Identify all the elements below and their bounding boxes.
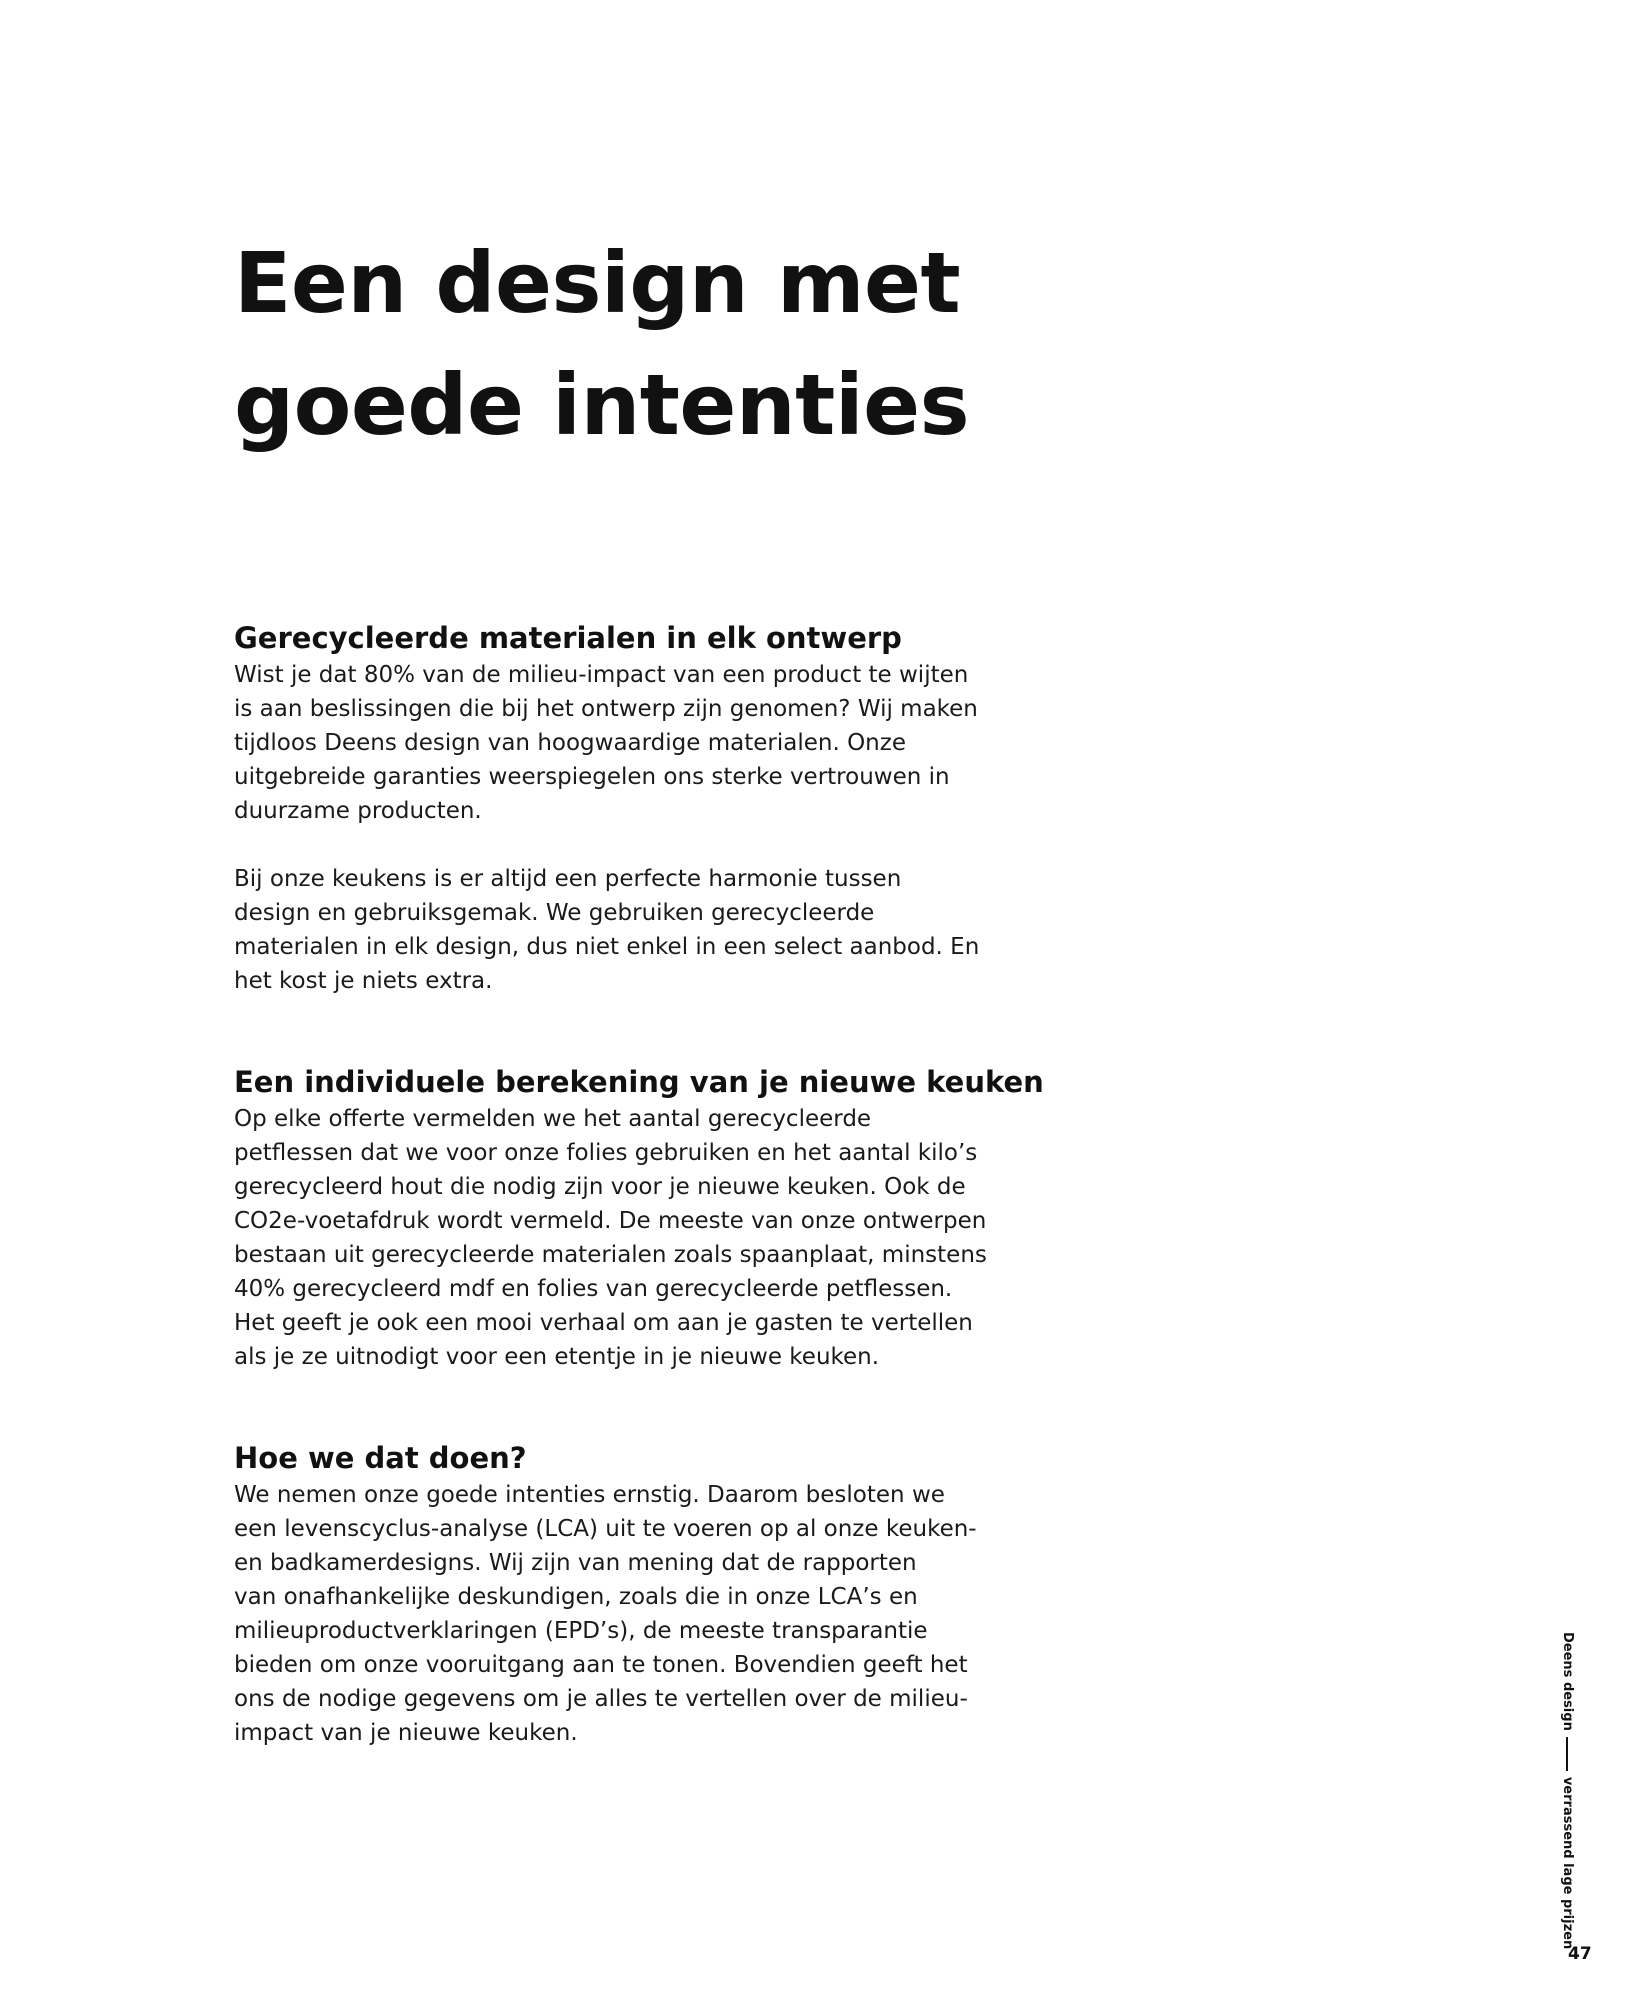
section-heading: Gerecycleerde materialen in elk ontwerp xyxy=(234,621,902,655)
text-line: een levenscyclus-analyse (LCA) uit te voeren op al onze keuken- xyxy=(234,1516,977,1542)
section-recycled-materials xyxy=(234,618,1034,998)
section-individual-calculation xyxy=(234,1062,1044,1374)
text-line: gerecycleerd hout die nodig zijn voor je nieuwe keuken. Ook de xyxy=(234,1174,966,1200)
section-paragraph xyxy=(234,658,1034,828)
text-line: als je ze uitnodigt voor een etentje in je nieuwe keuken. xyxy=(234,1344,880,1370)
text-line: We nemen onze goede intenties ernstig. Daarom besloten we xyxy=(234,1482,945,1508)
text-line: Op elke offerte vermelden we het aantal gerecycleerde xyxy=(234,1106,872,1132)
side-caption-right: verrassend lage prijzen xyxy=(1560,1776,1575,1950)
page-title-line: goede intenties xyxy=(234,356,970,454)
section-paragraph xyxy=(234,1478,1034,1750)
section-paragraph xyxy=(234,1102,1034,1374)
text-line: van onafhankelijke deskundigen, zoals die in onze LCA’s en xyxy=(234,1584,918,1610)
text-line: bieden om onze vooruitgang aan te tonen. Bovendien geeft het xyxy=(234,1652,968,1678)
text-line: Wist je dat 80% van de milieu-impact van een product te wijten xyxy=(234,662,969,688)
text-line: duurzame producten. xyxy=(234,798,482,824)
section-how-we-do-it xyxy=(234,1438,1034,1750)
text-line: ons de nodige gegevens om je alles te vertellen over de milieu- xyxy=(234,1686,968,1712)
text-line: is aan beslissingen die bij het ontwerp zijn genomen? Wij maken xyxy=(234,696,978,722)
side-caption xyxy=(1556,1632,1578,1952)
section-heading: Hoe we dat doen? xyxy=(234,1441,527,1475)
text-line: CO2e-voetafdruk wordt vermeld. De meeste van onze ontwerpen xyxy=(234,1208,987,1234)
page-title-line: Een design met xyxy=(234,234,961,332)
text-line: impact van je nieuwe keuken. xyxy=(234,1720,578,1746)
page-number: 47 xyxy=(1568,1944,1592,1964)
text-line: petflessen dat we voor onze folies gebruiken en het aantal kilo’s xyxy=(234,1140,978,1166)
text-line: Het geeft je ook een mooi verhaal om aan je gasten te vertellen xyxy=(234,1310,973,1336)
text-line: milieuproductverklaringen (EPD’s), de meeste transparantie xyxy=(234,1618,928,1644)
text-line: Bij onze keukens is er altijd een perfecte harmonie tussen xyxy=(234,866,902,892)
section-paragraph xyxy=(234,862,1034,998)
text-line: uitgebreide garanties weerspiegelen ons sterke vertrouwen in xyxy=(234,764,950,790)
text-line: het kost je niets extra. xyxy=(234,968,493,994)
caption-divider xyxy=(1566,1737,1568,1771)
text-line: tijdloos Deens design van hoogwaardige materialen. Onze xyxy=(234,730,906,756)
text-line: en badkamerdesigns. Wij zijn van mening dat de rapporten xyxy=(234,1550,917,1576)
section-heading: Een individuele berekening van je nieuwe keuken xyxy=(234,1065,1044,1099)
text-line: design en gebruiksgemak. We gebruiken gerecycleerde xyxy=(234,900,875,926)
text-line: materialen in elk design, dus niet enkel in een select aanbod. En xyxy=(234,934,980,960)
side-caption-left: Deens design xyxy=(1560,1632,1575,1731)
text-line: 40% gerecycleerd mdf en folies van gerecycleerde petflessen. xyxy=(234,1276,953,1302)
text-line: bestaan uit gerecycleerde materialen zoals spaanplaat, minstens xyxy=(234,1242,987,1268)
page-title xyxy=(234,222,1134,466)
